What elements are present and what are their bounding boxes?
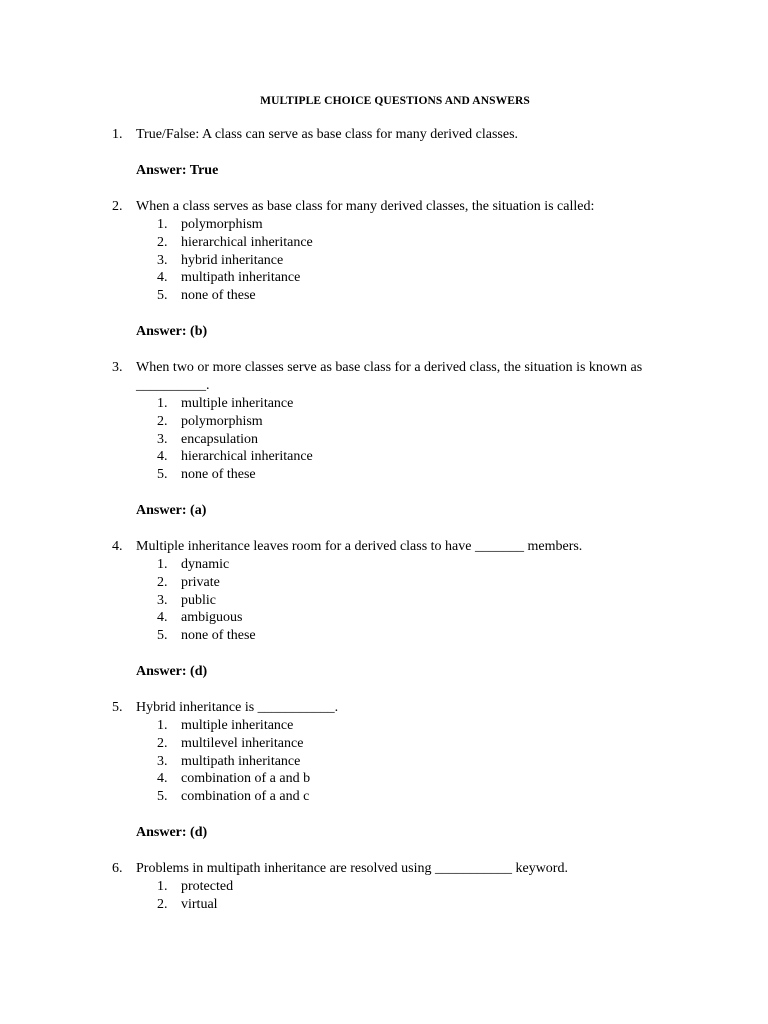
answer-4: Answer: (d): [136, 664, 208, 679]
option-text: multipath inheritance: [181, 753, 301, 769]
option-number: 2.: [157, 413, 168, 429]
option-item: [112, 878, 672, 896]
option-text: polymorphism: [181, 413, 263, 429]
option-item: [112, 431, 672, 449]
option-number: 5.: [157, 288, 168, 304]
option-number: 2.: [157, 574, 168, 590]
question-number: 4.: [112, 539, 123, 554]
option-text: ambiguous: [181, 610, 243, 626]
question-text: When a class serves as base class for many derived classes, the situation is called:: [136, 199, 595, 214]
option-text: dynamic: [181, 557, 230, 572]
option-number: 1.: [157, 396, 168, 411]
question-3: [112, 359, 672, 484]
question-5: [112, 699, 672, 806]
answer-2: Answer: (b): [136, 324, 208, 339]
option-item: [112, 735, 672, 753]
option-item: [112, 216, 672, 234]
option-text: multilevel inheritance: [181, 735, 304, 751]
option-item: [112, 627, 672, 645]
answer-5: Answer: (d): [136, 825, 208, 840]
option-number: 2.: [157, 896, 168, 912]
page-title: MULTIPLE CHOICE QUESTIONS AND ANSWERS: [260, 95, 530, 107]
option-text: combination of a and c: [181, 789, 310, 805]
question-4: [112, 538, 672, 645]
question-6: [112, 860, 672, 914]
option-text: multiple inheritance: [181, 718, 294, 733]
option-item: [112, 252, 672, 270]
option-number: 3.: [157, 753, 168, 769]
option-item: [112, 770, 672, 788]
options-list: [112, 878, 672, 914]
option-item: [112, 592, 672, 610]
answer-1: Answer: True: [136, 163, 219, 178]
question-1: [112, 126, 672, 144]
option-number: 3.: [157, 431, 168, 447]
option-number: 3.: [157, 252, 168, 268]
question-text: Problems in multipath inheritance are resolved using ___________ keyword.: [136, 861, 568, 876]
option-text: hierarchical inheritance: [181, 234, 313, 250]
option-text: multiple inheritance: [181, 396, 294, 411]
options-list: [112, 395, 672, 484]
option-number: 4.: [157, 270, 168, 286]
option-text: hybrid inheritance: [181, 252, 284, 268]
option-number: 1.: [157, 557, 168, 572]
option-number: 1.: [157, 879, 168, 894]
options-list: [112, 216, 672, 305]
option-text: protected: [181, 879, 234, 894]
question-text: Hybrid inheritance is ___________.: [136, 700, 339, 715]
option-number: 3.: [157, 592, 168, 608]
option-text: private: [181, 574, 220, 590]
option-number: 5.: [157, 628, 168, 644]
option-item: [112, 413, 672, 431]
option-number: 5.: [157, 789, 168, 805]
option-item: [112, 466, 672, 484]
option-text: none of these: [181, 288, 256, 304]
option-item: [112, 234, 672, 252]
option-number: 5.: [157, 467, 168, 483]
option-item: [112, 788, 672, 806]
option-item: [112, 269, 672, 287]
option-text: none of these: [181, 628, 256, 644]
options-list: [112, 556, 672, 645]
option-text: multipath inheritance: [181, 270, 301, 286]
option-number: 4.: [157, 610, 168, 626]
question-number: 2.: [112, 199, 123, 214]
option-text: polymorphism: [181, 217, 263, 232]
option-item: [112, 556, 672, 574]
question-text: Multiple inheritance leaves room for a derived class to have _______ members.: [136, 539, 583, 554]
option-number: 4.: [157, 771, 168, 787]
option-text: virtual: [181, 896, 218, 912]
option-item: [112, 609, 672, 627]
option-text: hierarchical inheritance: [181, 449, 313, 465]
question-text: When two or more classes serve as base class for a derived class, the situation is known as __________.: [136, 360, 643, 393]
question-number: 5.: [112, 700, 123, 715]
option-text: public: [181, 592, 216, 608]
option-number: 1.: [157, 217, 168, 232]
question-number: 6.: [112, 861, 123, 876]
answer-3: Answer: (a): [136, 503, 207, 518]
option-number: 4.: [157, 449, 168, 465]
option-number: 2.: [157, 735, 168, 751]
options-list: [112, 717, 672, 806]
option-item: [112, 574, 672, 592]
question-number: 3.: [112, 360, 123, 375]
option-text: combination of a and b: [181, 771, 311, 787]
option-item: [112, 717, 672, 735]
option-item: [112, 287, 672, 305]
option-item: [112, 896, 672, 914]
option-text: none of these: [181, 467, 256, 483]
option-text: encapsulation: [181, 431, 258, 447]
question-text: True/False: A class can serve as base class for many derived classes.: [136, 127, 519, 142]
option-item: [112, 753, 672, 771]
question-number: 1.: [112, 127, 123, 142]
option-item: [112, 395, 672, 413]
question-2: [112, 198, 672, 305]
option-item: [112, 448, 672, 466]
option-number: 1.: [157, 718, 168, 733]
option-number: 2.: [157, 234, 168, 250]
